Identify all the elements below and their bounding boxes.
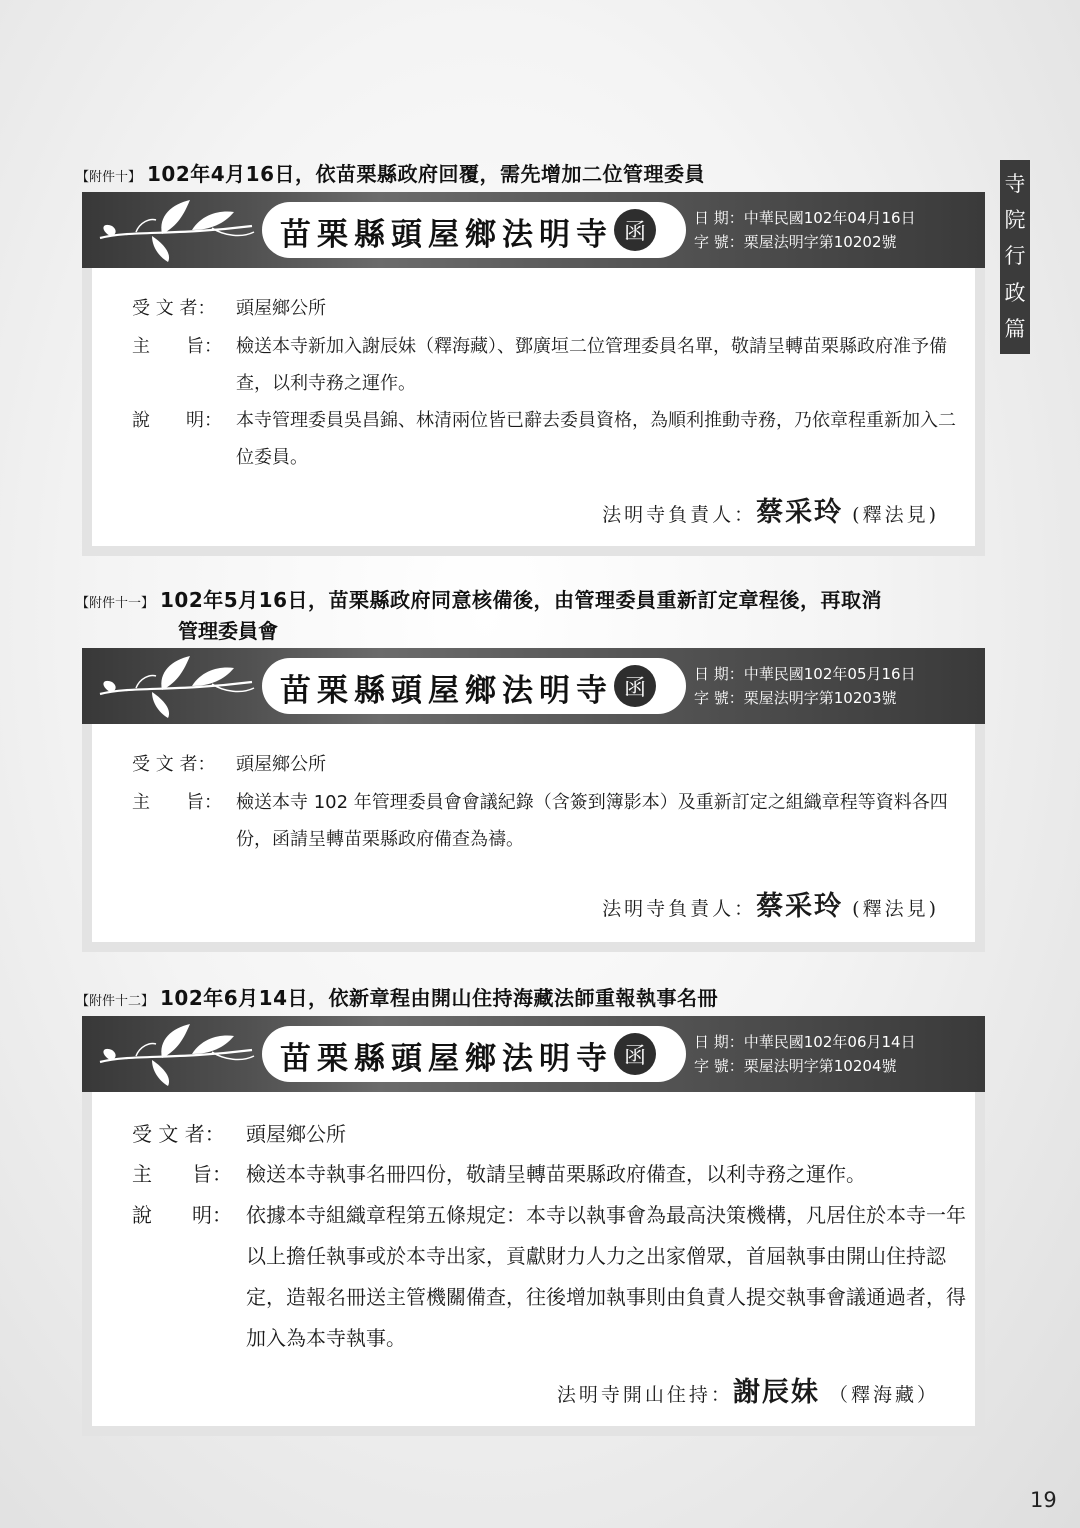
attachment-tag: 【附件十一】 [76, 596, 155, 611]
attachment-heading [76, 982, 718, 1011]
page-number: 19 [1030, 1488, 1057, 1512]
signature-dharma-name: (釋法見) [852, 898, 939, 920]
signature-title: 法明寺負責人： [602, 898, 757, 920]
side-tab-char: 行 [1004, 244, 1026, 269]
letter-doc-number: 字 號：栗屋法明字第10204號 [694, 1057, 897, 1075]
temple-letter-title: 苗栗縣頭屋鄉法明寺 [280, 217, 613, 253]
leaf-branch-icon [92, 652, 262, 720]
letter-seal-badge: 函 [614, 209, 656, 251]
signature-title: 法明寺負責人： [602, 504, 757, 526]
letter-meta [694, 1030, 916, 1078]
signature-dharma-name: （釋海藏） [828, 1384, 939, 1406]
letter-seal-badge: 函 [614, 665, 656, 707]
official-letter [82, 648, 985, 952]
letter-date: 日 期：中華民國102年04月16日 [694, 209, 916, 227]
temple-letter-title: 苗栗縣頭屋鄉法明寺 [280, 1041, 613, 1077]
subject-value: 檢送本寺新加入謝辰妹（釋海藏）、鄧廣垣二位管理委員名單，敬請呈轉苗栗縣政府准予備查，以利寺務之運作。 [236, 336, 947, 394]
leaf-branch-icon [92, 1020, 262, 1088]
letter-title-pill [262, 202, 686, 258]
letter-date: 日 期：中華民國102年05月16日 [694, 665, 916, 683]
letter-explanation-row [132, 1195, 966, 1359]
side-tab-char: 寺 [1004, 171, 1026, 196]
side-tab-char: 院 [1004, 208, 1026, 233]
letter-subject-row [132, 784, 956, 858]
subject-value: 檢送本寺 102 年管理委員會會議紀錄（含簽到簿影本）及重新訂定之組織章程等資料各四份，函請呈轉苗栗縣政府備查為禱。 [236, 792, 948, 850]
letter-doc-number: 字 號：栗屋法明字第10202號 [694, 233, 897, 251]
recipient-label: 受 文 者： [132, 298, 216, 319]
subject-label: 主 旨： [132, 792, 222, 813]
explanation-label: 說 明： [132, 410, 222, 431]
recipient-value: 頭屋鄉公所 [236, 298, 326, 319]
letter-recipient-row [132, 746, 956, 783]
letter-doc-number: 字 號：栗屋法明字第10203號 [694, 689, 897, 707]
letter-subject-row [132, 1154, 966, 1195]
letter-date: 日 期：中華民國102年06月14日 [694, 1033, 916, 1051]
signature-name: 蔡采玲 [756, 891, 844, 922]
recipient-value: 頭屋鄉公所 [246, 1122, 346, 1146]
attachment-heading-text: 102年6月14日，依新章程由開山住持海藏法師重報執事名冊 [160, 986, 719, 1010]
letter-subject-row [132, 328, 956, 402]
letter-body [92, 1092, 975, 1426]
side-tab-char: 篇 [1004, 317, 1026, 342]
attachment-tag: 【附件十二】 [76, 994, 155, 1009]
letter-explanation-row [132, 402, 956, 476]
recipient-label: 受 文 者： [132, 754, 216, 775]
leaf-branch-icon [92, 196, 262, 264]
side-section-tab [1000, 160, 1030, 354]
letter-banner [82, 1016, 985, 1092]
attachment-heading [76, 158, 705, 187]
explanation-value: 依據本寺組織章程第五條規定：本寺以執事會為最高決策機構，凡居住於本寺一年以上擔任執事或於本寺出家，貢獻財力人力之出家僧眾，首屆執事由開山住持認定，造報名冊送主管機關備查，往後增加執事則由負責人提交執事會議通過者，得加入為本寺執事。 [246, 1203, 966, 1350]
recipient-value: 頭屋鄉公所 [236, 754, 326, 775]
signature-dharma-name: (釋法見) [852, 504, 939, 526]
letter-title-pill [262, 1026, 686, 1082]
letter-signature [602, 490, 939, 529]
letter-signature [557, 1370, 939, 1409]
side-tab-char: 政 [1004, 280, 1026, 305]
letter-body [92, 724, 975, 942]
letter-banner [82, 192, 985, 268]
subject-label: 主 旨： [132, 1162, 232, 1186]
temple-letter-title: 苗栗縣頭屋鄉法明寺 [280, 673, 613, 709]
letter-banner [82, 648, 985, 724]
attachment-tag: 【附件十】 [76, 170, 142, 185]
letter-meta [694, 206, 916, 254]
letter-seal-badge: 函 [614, 1033, 656, 1075]
attachment-heading-text: 102年5月16日，苗栗縣政府同意核備後，由管理委員重新訂定章程後，再取消 [160, 588, 883, 612]
signature-title: 法明寺開山住持： [556, 1384, 733, 1406]
attachment-heading-continuation: 管理委員會 [178, 619, 278, 643]
explanation-value: 本寺管理委員吳昌錦、林清兩位皆已辭去委員資格，為順利推動寺務，乃依章程重新加入二位委員。 [236, 410, 956, 468]
letter-title-pill [262, 658, 686, 714]
signature-name: 蔡采玲 [756, 497, 844, 528]
signature-name: 謝辰妹 [732, 1377, 820, 1408]
letter-recipient-row [132, 290, 956, 327]
letter-body [92, 268, 975, 546]
letter-meta [694, 662, 916, 710]
attachment-heading-text: 102年4月16日，依苗栗縣政府回覆，需先增加二位管理委員 [147, 162, 706, 186]
subject-value: 檢送本寺執事名冊四份，敬請呈轉苗栗縣政府備查，以利寺務之運作。 [246, 1162, 866, 1186]
official-letter [82, 1016, 985, 1436]
explanation-label: 說 明： [132, 1203, 232, 1227]
attachment-heading [76, 584, 882, 644]
subject-label: 主 旨： [132, 336, 222, 357]
letter-signature [602, 884, 939, 923]
letter-recipient-row [132, 1114, 966, 1155]
official-letter [82, 192, 985, 556]
recipient-label: 受 文 者： [132, 1122, 225, 1146]
